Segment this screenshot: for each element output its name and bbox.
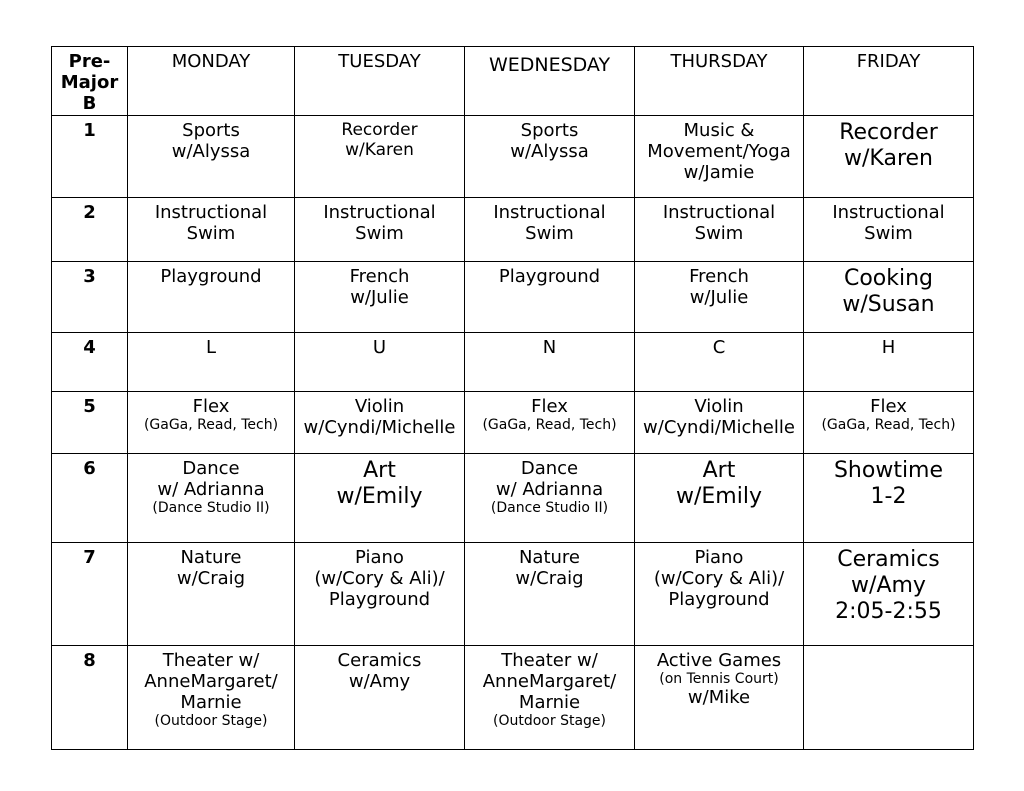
cell-line: w/Amy [851,572,926,598]
cell-line: w/ Adrianna [495,478,604,500]
cell-thursday [635,391,804,453]
cell-line: Marnie [180,692,242,714]
day-monday: MONDAY [128,47,295,116]
cell-thursday [635,453,804,542]
cell-friday [804,197,974,261]
cell-line: Instructional [323,201,436,223]
period-row-5 [52,391,974,453]
cell-line: Violin [354,395,405,417]
cell-line: Playground [498,265,601,287]
cell-line: Art [702,457,736,483]
corner-line-2: Major [60,72,119,94]
cell-line: French [689,265,749,287]
cell-line: Showtime [833,457,944,483]
cell-line: French [349,265,410,287]
cell-line: w/Alyssa [171,140,251,162]
cell-friday [804,645,974,749]
cell-line: H [881,336,896,358]
period-row-7 [52,542,974,645]
lunch-letter [128,332,295,391]
day-tuesday: TUESDAY [295,47,465,116]
cell-wednesday [465,391,635,453]
period-row-6 [52,453,974,542]
period-row-4-lunch [52,332,974,391]
cell-line: w/Cyndi/Michelle [303,416,456,438]
cell-line: Marnie [518,692,581,714]
cell-line: Swim [694,222,744,244]
corner-line-1: Pre- [68,51,111,72]
cell-thursday [635,197,804,261]
cell-monday [128,197,295,261]
cell-line: Music & [683,119,755,141]
cell-monday [128,391,295,453]
cell-line: w/Amy [348,670,411,692]
period-number: 1 [52,115,128,197]
cell-line: w/ Adrianna [157,478,265,500]
cell-line: AnneMargaret/ [482,670,617,692]
lunch-letter [635,332,804,391]
period-number: 7 [52,542,128,645]
period-number: 4 [52,332,128,391]
cell-friday [804,261,974,332]
period-row-2 [52,197,974,261]
corner-line-3: B [82,93,97,115]
cell-line: U [372,336,387,358]
cell-line: w/Karen [345,139,414,160]
cell-line: Instructional [493,201,606,223]
lunch-letter [465,332,635,391]
cell-line: Playground [328,589,431,611]
cell-thursday [635,542,804,645]
cell-line: Playground [668,589,770,611]
day-friday: FRIDAY [804,47,974,116]
corner-label [52,47,128,116]
period-row-8 [52,645,974,749]
cell-line: Theater w/ [501,649,598,671]
cell-line: (Outdoor Stage) [154,713,268,730]
cell-tuesday [295,391,465,453]
cell-line: Piano [355,546,404,568]
cell-line: w/Karen [844,145,933,171]
cell-line: Movement/Yoga [647,140,791,162]
cell-line: Swim [864,222,913,244]
cell-wednesday [465,197,635,261]
cell-line: w/Jamie [683,162,755,184]
cell-line: Flex [192,395,230,417]
cell-line: (Outdoor Stage) [493,713,606,730]
cell-line: C [712,336,726,358]
cell-tuesday [295,115,465,197]
cell-line: Sports [520,119,579,141]
period-row-1 [52,115,974,197]
cell-line: w/Craig [515,567,584,589]
cell-line: Art [363,457,396,483]
cell-line: (w/Cory & Ali)/ [653,567,785,589]
cell-line: 1-2 [870,483,907,509]
cell-line: Swim [525,222,574,244]
cell-line: Recorder [341,119,418,140]
cell-line: Violin [694,395,744,417]
cell-line: w/Susan [842,291,935,317]
cell-line: Instructional [832,201,945,223]
cell-thursday [635,115,804,197]
cell-line: AnneMargaret/ [144,670,278,692]
cell-line: w/Emily [676,483,762,509]
cell-line: Playground [160,265,262,287]
cell-tuesday [295,542,465,645]
cell-wednesday [465,542,635,645]
schedule-table [51,46,974,750]
cell-line: (Dance Studio II) [152,500,270,517]
cell-line: (GaGa, Read, Tech) [143,416,279,433]
cell-line: Instructional [154,201,268,223]
cell-line: Swim [186,222,236,244]
header-row [52,47,974,116]
cell-line: Nature [518,546,581,568]
cell-line: Recorder [839,119,938,145]
cell-line: N [542,336,557,358]
cell-line: w/Mike [687,687,751,709]
cell-friday [804,115,974,197]
cell-monday [128,645,295,749]
cell-line: 2:05-2:55 [835,598,942,624]
cell-friday [804,453,974,542]
cell-line: L [205,336,217,358]
cell-friday [804,391,974,453]
cell-line: w/Cyndi/Michelle [643,416,795,438]
cell-line: Cooking [843,265,934,291]
period-number: 2 [52,197,128,261]
cell-monday [128,115,295,197]
cell-line: w/Emily [336,483,423,509]
cell-line: (Dance Studio II) [490,500,609,517]
cell-line: w/Craig [176,567,246,589]
period-number: 8 [52,645,128,749]
cell-line: w/Julie [689,286,749,308]
cell-line: w/Alyssa [510,140,589,162]
cell-thursday [635,261,804,332]
lunch-letter [804,332,974,391]
cell-line: w/Julie [350,286,409,308]
cell-tuesday [295,645,465,749]
cell-wednesday [465,115,635,197]
cell-monday [128,453,295,542]
cell-wednesday [465,453,635,542]
cell-line: Flex [531,395,568,417]
day-wednesday: WEDNESDAY [465,47,635,116]
cell-line: Nature [180,546,242,568]
cell-tuesday [295,197,465,261]
cell-tuesday [295,261,465,332]
lunch-letter [295,332,465,391]
cell-line: Dance [182,457,240,479]
period-number: 6 [52,453,128,542]
cell-line: (w/Cory & Ali)/ [314,567,445,589]
cell-thursday [635,645,804,749]
cell-wednesday [465,645,635,749]
cell-line: Swim [355,222,404,244]
cell-line: Active Games [656,649,782,671]
cell-line: (GaGa, Read, Tech) [821,416,956,433]
period-number: 3 [52,261,128,332]
cell-friday [804,542,974,645]
cell-wednesday [465,261,635,332]
cell-line: Piano [694,546,744,568]
cell-line: (on Tennis Court) [659,670,779,687]
cell-line: Flex [870,395,907,417]
cell-monday [128,542,295,645]
cell-tuesday [295,453,465,542]
cell-line: Dance [520,457,579,479]
cell-line: Ceramics [837,546,940,572]
period-number: 5 [52,391,128,453]
cell-line: Instructional [662,201,776,223]
period-row-3 [52,261,974,332]
cell-monday [128,261,295,332]
cell-line: Sports [182,119,240,141]
cell-line: Theater w/ [162,649,260,671]
day-thursday: THURSDAY [635,47,804,116]
cell-line: Ceramics [337,649,422,671]
cell-line: (GaGa, Read, Tech) [482,416,617,433]
